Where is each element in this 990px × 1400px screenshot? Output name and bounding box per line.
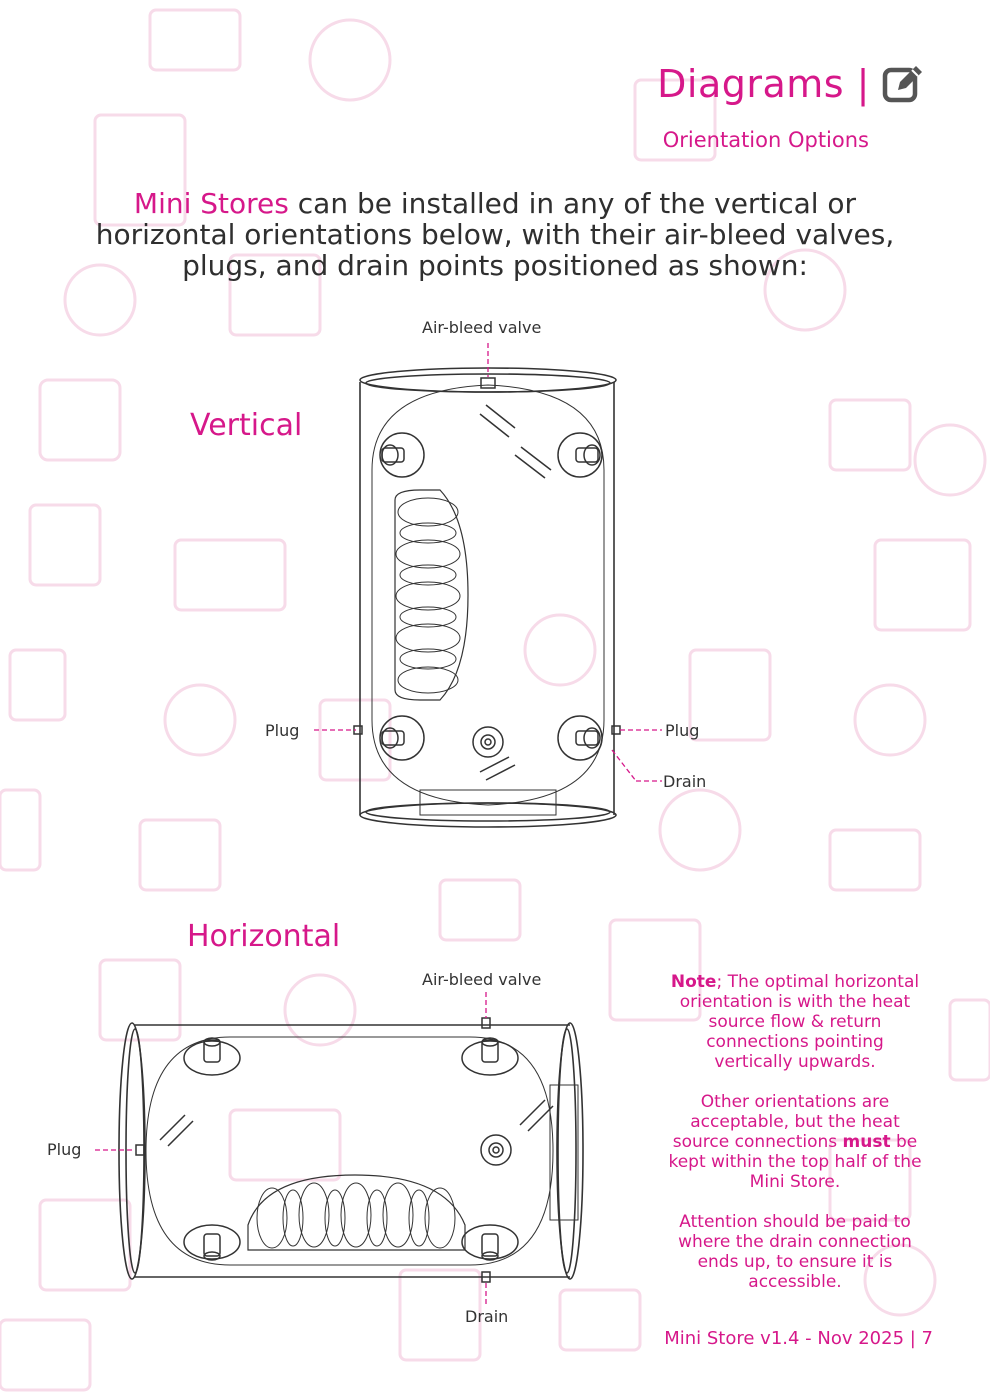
vertical-plug-left-callout: Plug [265,721,300,740]
intro-line-2: horizontal orientations below, with their air-bleed valves, [95,218,895,251]
page-subtitle: Orientation Options [662,128,869,152]
horizontal-label: Horizontal [187,919,341,954]
horizontal-drain-callout: Drain [465,1307,509,1326]
note-paragraph-1 [668,972,922,1072]
note-p2-bold: must [842,1132,891,1152]
vertical-air-bleed-callout: Air-bleed valve [422,318,542,337]
note-bold-label: Note [670,972,717,992]
page-title-text: Diagrams | [657,62,870,106]
edit-icon [882,62,926,106]
horizontal-cylinder-diagram [90,990,610,1310]
note-paragraph-3: Attention should be paid to where the drain connection ends up, to ensure it is accessible. [678,1212,912,1292]
vertical-label: Vertical [190,408,303,443]
page-title [657,62,926,106]
orientation-note [668,972,922,1312]
note-p1-text: ; The optimal horizontal orientation is with the heat source flow & return connections pointing vertically upwards. [679,972,920,1072]
note-p2-end: be kept within the top half of the Mini Store. [668,1132,922,1192]
vertical-drain-callout: Drain [663,772,707,791]
intro-line-3: plugs, and drain points positioned as shown: [182,249,808,282]
intro-line-1: can be installed in any of the vertical or [288,187,857,220]
intro-highlight: Mini Stores [133,187,289,220]
note-p2-start: Other orientations are acceptable, but the heat source connections [672,1092,900,1152]
vertical-cylinder-diagram [250,340,720,840]
horizontal-air-bleed-callout: Air-bleed valve [422,970,542,989]
intro-paragraph [40,188,950,281]
page-footer: Mini Store v1.4 - Nov 2025 | 7 [664,1328,933,1349]
horizontal-plug-callout: Plug [47,1140,82,1159]
vertical-plug-right-callout: Plug [665,721,700,740]
note-paragraph-2 [668,1092,922,1192]
